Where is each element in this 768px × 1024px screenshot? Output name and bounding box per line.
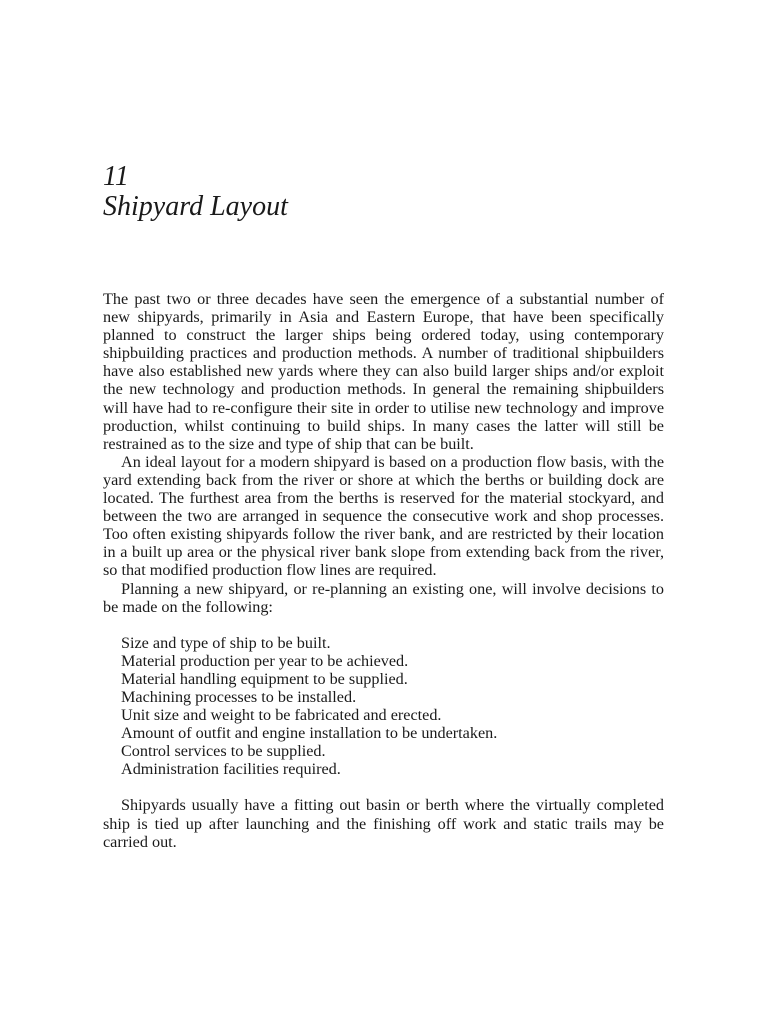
list-item: Administration facilities required. bbox=[121, 760, 341, 779]
list-item: Amount of outfit and engine installation to be undertaken. bbox=[121, 724, 498, 743]
paragraph-ideal-layout: An ideal layout for a modern shipyard is based on a production flow basis, with the yard extending back from the river or shore at which the berths or building dock are located. The furthest area from the berths is reserved for the material stockyard, and between the two are arranged in sequence the consecutive work and shop processes. Too often existing shipyards follow the river bank, and are restricted by their location in a built up area or the physical river bank slope from extending back from the river, so that modified production flow lines are required. bbox=[103, 452, 664, 580]
paragraph-planning: Planning a new shipyard, or re-planning an existing one, will involve decisions to be made on the following: bbox=[103, 579, 664, 616]
list-item: Machining processes to be installed. bbox=[121, 687, 357, 706]
paragraph-intro: The past two or three decades have seen the emergence of a substantial number of new shipyards, primarily in Asia and Eastern Europe, that have been specifically planned to construct the larger ships being ordered today, using contemporary shipbuilding practices and production methods. A number of traditional shipbuilders have also established new yards where they can also build larger ships and/or exploit the new technology and production methods. In general the remaining shipbuilders will have had to re-configure their site in order to utilise new technology and improve production, whilst continuing to build ships. In many cases the latter will still be restrained as to the size and type of ship that can be built. bbox=[103, 290, 664, 453]
list-item: Size and type of ship to be built. bbox=[121, 633, 331, 652]
list-item: Control services to be supplied. bbox=[121, 742, 326, 761]
list-item: Material handling equipment to be supplied. bbox=[121, 669, 408, 688]
paragraph-fitting-out: Shipyards usually have a fitting out basin or berth where the virtually completed ship is tied up after launching and the finishing off work and static trails may be carried out. bbox=[103, 796, 664, 851]
decision-list bbox=[103, 634, 664, 779]
chapter-title: Shipyard Layout bbox=[103, 191, 288, 222]
page-content bbox=[103, 162, 664, 851]
list-item: Unit size and weight to be fabricated and erected. bbox=[121, 706, 442, 725]
list-item: Material production per year to be achieved. bbox=[121, 651, 409, 670]
chapter-number: 11 bbox=[103, 161, 129, 192]
body-text bbox=[103, 290, 664, 851]
